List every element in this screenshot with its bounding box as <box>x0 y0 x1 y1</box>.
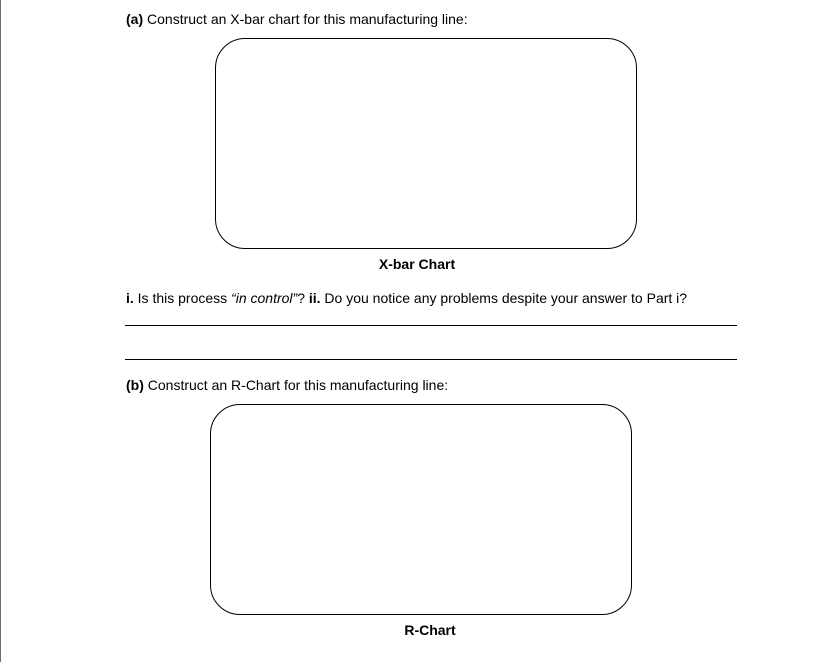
question-i-label: i. <box>126 290 134 306</box>
answer-line-1[interactable] <box>125 325 737 326</box>
part-b-prompt: Construct an R-Chart for this manufacturing line: <box>143 377 449 393</box>
r-chart-caption: R-Chart <box>404 622 456 638</box>
xbar-chart-caption: X-bar Chart <box>378 256 456 272</box>
part-b-label: (b) <box>126 377 144 393</box>
part-a-heading <box>126 10 468 28</box>
question-ii-text: Do you notice any problems despite your answer to Part i? <box>320 290 688 306</box>
question-i-text-2: ? <box>297 290 309 306</box>
question-i-ii <box>126 289 687 307</box>
r-chart-box[interactable] <box>210 404 632 615</box>
part-a-prompt: Construct an X-bar chart for this manufacturing line: <box>143 11 468 27</box>
question-ii-label: ii. <box>308 290 321 306</box>
part-b-heading <box>126 376 448 394</box>
answer-line-2[interactable] <box>125 359 737 360</box>
xbar-chart-box[interactable] <box>215 38 637 249</box>
page-left-edge <box>0 0 1 662</box>
part-a-label: (a) <box>126 11 144 27</box>
question-i-text-1: Is this process <box>133 290 232 306</box>
in-control-phrase: “in control” <box>231 290 298 306</box>
